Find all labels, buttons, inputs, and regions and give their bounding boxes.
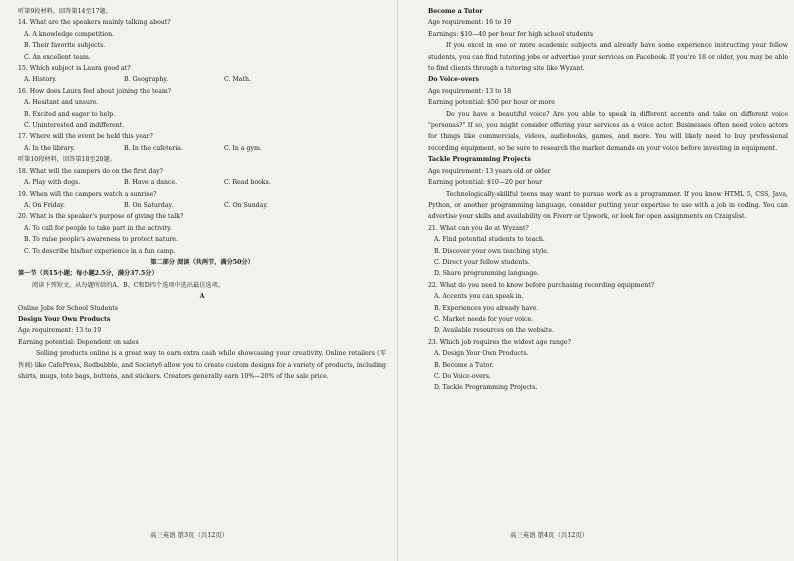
job-3-earning: Earning potential: $50 per hour or more [428, 99, 555, 107]
option: C. Market needs for your voice. [434, 315, 534, 323]
passage-label: A [199, 293, 205, 301]
option: C. To describe his/her experience in a fun camp. [24, 247, 176, 255]
options-row [18, 143, 386, 154]
option: B. Their favorite subjects. [24, 42, 106, 50]
question-21-stem: 21. What can you do at Wyzant? [428, 224, 529, 232]
right-column [428, 6, 788, 394]
page-footer: 高三英语 第4页（共12页） [510, 531, 589, 539]
option: C. An excellent team. [24, 53, 91, 61]
left-column [18, 6, 386, 382]
question-15-stem: 15. Which subject is Laura good at? [18, 65, 131, 73]
option: C. Do Voice-overs. [434, 373, 491, 380]
option: A. Hesitant and unsure. [24, 99, 99, 107]
option: C. In a gym. [224, 144, 262, 152]
job-2-title: Become a Tutor [428, 8, 483, 15]
page-footer: 高三英语 第3页（共12页） [150, 531, 229, 539]
job-1-earning: Earning potential: Dependent on sales [18, 338, 139, 346]
question-16-stem: 16. How does Laura feel about joining the team? [18, 87, 172, 95]
option: D. Available resources on the website. [434, 327, 554, 335]
job-4-title: Tackle Programming Projects [428, 156, 531, 164]
option: C. On Sunday. [224, 201, 268, 209]
job-4-body: Technologically-skillful teens may want to pursue work as a programmer. If you know HTML 5, CSS, Java, Python, or another programming language, consider putting your expertise to use with a job in coding. You can advertise your skills and availability on Fiverr or Upwork, or look for open assignments on Craigslist. [428, 190, 788, 221]
option: B. To raise people's awareness to protect nature. [24, 236, 178, 244]
job-3-age: Age requirement: 13 to 18 [428, 87, 512, 95]
job-2-earning: Earnings: $10—40 per hour for high school students [428, 30, 594, 38]
option: C. Math. [224, 76, 251, 84]
option: C. Direct your fellow students. [434, 258, 530, 266]
options-row [18, 177, 386, 188]
option: A. In the library. [24, 144, 76, 152]
passage-intro: Online Jobs for School Students [18, 304, 118, 312]
options-row [18, 200, 386, 211]
job-3-title: Do Voice-overs [428, 76, 480, 84]
job-4-earning: Earning potential: $10—20 per hour [428, 179, 543, 187]
question-14-stem: 14. What are the speakers mainly talking about? [18, 19, 171, 27]
option: B. Geography. [124, 76, 169, 84]
job-1-title: Design Your Own Products [18, 315, 111, 323]
option: B. In the cafeteria. [124, 144, 183, 152]
part-2-title: 第二部分 阅读（共两节，满分50分） [150, 258, 254, 266]
option: B. On Saturday. [124, 201, 174, 209]
option: A. Play with dogs. [24, 179, 81, 187]
listening-10-header: 听第10段材料，回答第18至20题。 [18, 156, 116, 164]
job-2-body: If you excel in one or more academic subjects and already have some experience instructing your fellow students, you can find tutoring jobs or advertise your services on Facebook. If you're 18 or older, you may be able to find clients through a tutoring site like Wyzant. [428, 42, 788, 73]
section-1-title: 第一节（共15小题；每小题2.5分，满分37.5分） [18, 270, 158, 278]
option: A. On Friday. [24, 201, 65, 209]
option: A. History. [24, 76, 57, 84]
option: A. A knowledge competition. [24, 30, 115, 38]
option: B. Have a dance. [124, 179, 178, 187]
option: A. Design Your Own Products. [434, 350, 529, 358]
option: B. Become a Tutor. [434, 361, 494, 369]
job-1-age: Age requirement: 13 to 19 [18, 327, 102, 335]
option: B. Excited and eager to help. [24, 110, 116, 118]
option: C. Uninterested and indifferent. [24, 122, 125, 130]
option: B. Experiences you already have. [434, 304, 539, 312]
option: D. Share programming language. [434, 270, 539, 278]
option: D. Tackle Programming Projects. [434, 384, 538, 392]
question-19-stem: 19. When will the campers watch a sunrise? [18, 190, 157, 198]
option: B. Discover your own teaching style. [434, 247, 549, 255]
question-17-stem: 17. Where will the event be held this year? [18, 133, 153, 141]
job-4-age: Age requirement: 13 years old or older [428, 167, 551, 175]
question-23-stem: 23. Which job requires the widest age range? [428, 338, 571, 346]
option: A. Find potential students to teach. [434, 236, 545, 244]
job-2-age: Age requirement: 16 to 19 [428, 19, 512, 27]
option: C. Read books. [224, 179, 271, 187]
job-3-body: Do you have a beautiful voice? Are you able to speak in different accents and take on different voice "personas?" If so, you might consider offering your services as a voice actor. Businesses often need voice actors for things like commercials, videos, audiobooks, games, and more. You will likely need to buy professional recording equipment, so be sure to research the market demands on your voice before investing in equipment. [428, 110, 788, 152]
question-18-stem: 18. What will the campers do on the first day? [18, 167, 163, 175]
option: A. To call for people to take part in the activity. [24, 224, 172, 232]
right-page [397, 0, 794, 561]
listening-9-header: 听第9段材料，回答第14至17题。 [18, 8, 112, 15]
question-20-stem: 20. What is the speaker's purpose of giving the talk? [18, 213, 184, 221]
question-22-stem: 22. What do you need to know before purchasing recording equipment? [428, 281, 655, 289]
section-1-instruction: 阅读下列短文，从每题所给的A、B、C和D四个选项中选出最佳选项。 [32, 281, 224, 289]
job-1-body: Selling products online is a great way to earn extra cash while showcasing your creativity. Online retailers (零售商) like CafePress, Redbubble, and Society6 allow you to create custom designs for a variety of products, including shirts, mugs, tote bags, buttons, and stickers. Creators generally earn 10%—20% of the sale price. [18, 350, 386, 380]
options-row [18, 74, 386, 85]
option: A. Accents you can speak in. [434, 293, 524, 301]
